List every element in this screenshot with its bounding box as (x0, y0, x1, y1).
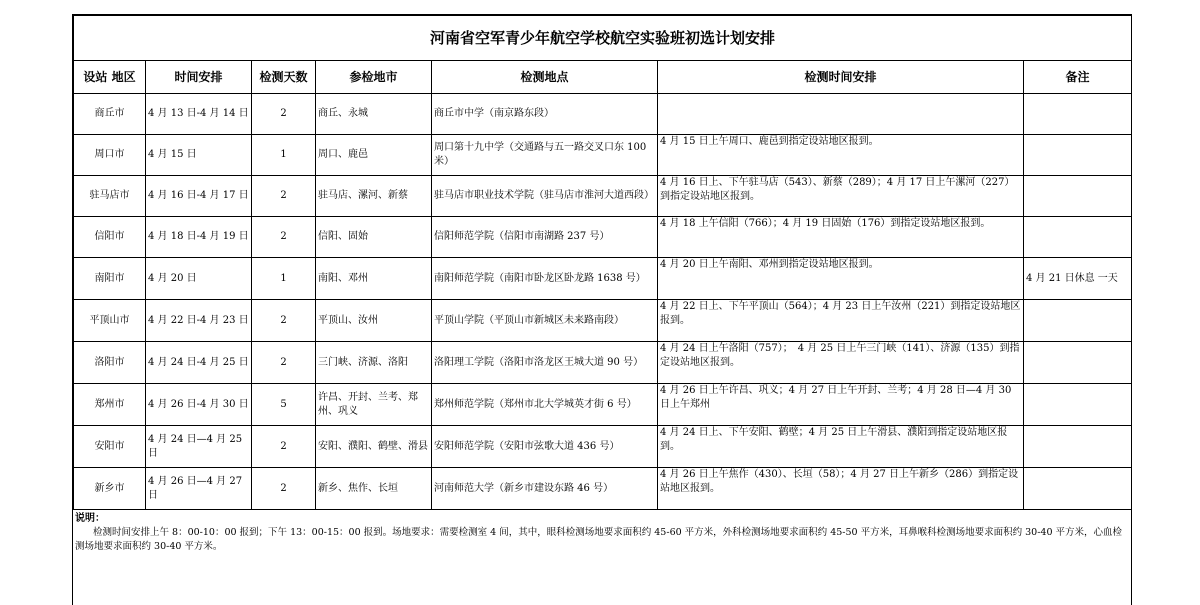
table-row (74, 176, 1132, 217)
cell-schedule: 4 月 24 日上午洛阳（757）； 4 月 25 日上午三门峡（141）、济源（135）到指定设站地区报到。 (658, 342, 1024, 384)
cell-location: 南阳师范学院（南阳市卧龙区卧龙路 1638 号） (432, 258, 658, 300)
cell-days: 1 (252, 258, 316, 300)
cell-note (1024, 342, 1132, 384)
cell-schedule: 4 月 22 日上、下午平顶山（564）；4 月 23 日上午汝州（221）到指定设站地区报到。 (658, 300, 1024, 342)
schedule-sheet (72, 14, 1132, 605)
table-row (74, 217, 1132, 258)
notes-section (73, 510, 1131, 556)
cell-dates: 4 月 16 日-4 月 17 日 (146, 176, 252, 217)
cell-cities: 许昌、开封、兰考、郑州、巩义 (316, 384, 432, 426)
cell-location: 周口第十九中学（交通路与五一路交叉口东 100 米） (432, 135, 658, 176)
notes-label: 说明： (75, 513, 105, 524)
cell-cities: 三门峡、济源、洛阳 (316, 342, 432, 384)
cell-days: 5 (252, 384, 316, 426)
cell-region: 郑州市 (74, 384, 146, 426)
cell-region: 信阳市 (74, 217, 146, 258)
cell-cities: 南阳、邓州 (316, 258, 432, 300)
cell-days: 2 (252, 176, 316, 217)
cell-region: 安阳市 (74, 426, 146, 468)
cell-days: 2 (252, 342, 316, 384)
cell-note (1024, 384, 1132, 426)
cell-dates: 4 月 13 日-4 月 14 日 (146, 94, 252, 135)
header-schedule: 检测时间安排 (658, 61, 1024, 94)
table-row (74, 135, 1132, 176)
cell-days: 2 (252, 300, 316, 342)
header-dates: 时间安排 (146, 61, 252, 94)
table-row (74, 468, 1132, 510)
header-row (74, 61, 1132, 94)
header-location: 检测地点 (432, 61, 658, 94)
cell-location: 安阳师范学院（安阳市弦歌大道 436 号） (432, 426, 658, 468)
cell-days: 2 (252, 217, 316, 258)
schedule-table (73, 15, 1132, 510)
cell-note (1024, 176, 1132, 217)
cell-region: 驻马店市 (74, 176, 146, 217)
cell-dates: 4 月 15 日 (146, 135, 252, 176)
cell-dates: 4 月 24 日-4 月 25 日 (146, 342, 252, 384)
cell-region: 洛阳市 (74, 342, 146, 384)
cell-days: 2 (252, 468, 316, 510)
cell-location: 河南师范大学（新乡市建设东路 46 号） (432, 468, 658, 510)
cell-note (1024, 426, 1132, 468)
cell-days: 2 (252, 426, 316, 468)
table-row (74, 342, 1132, 384)
cell-schedule: 4 月 16 日上、下午驻马店（543）、新蔡（289）；4 月 17 日上午漯河（227）到指定设站地区报到。 (658, 176, 1024, 217)
cell-location: 驻马店市职业技术学院（驻马店市淮河大道西段） (432, 176, 658, 217)
header-region: 设站 地区 (74, 61, 146, 94)
cell-location: 平顶山学院（平顶山市新城区未来路南段） (432, 300, 658, 342)
cell-days: 2 (252, 94, 316, 135)
cell-days: 1 (252, 135, 316, 176)
page-title: 河南省空军青少年航空学校航空实验班初选计划安排 (74, 16, 1132, 61)
cell-location: 商丘市中学（南京路东段） (432, 94, 658, 135)
cell-region: 平顶山市 (74, 300, 146, 342)
cell-schedule: 4 月 15 日上午周口、鹿邑到指定设站地区报到。 (658, 135, 1024, 176)
cell-schedule: 4 月 26 日上午焦作（430）、长垣（58）；4 月 27 日上午新乡（286）到指定设站地区报到。 (658, 468, 1024, 510)
cell-dates: 4 月 22 日-4 月 23 日 (146, 300, 252, 342)
cell-schedule: 4 月 26 日上午许昌、巩义；4 月 27 日上午开封、兰考；4 月 28 日—4 月 30 日上午郑州 (658, 384, 1024, 426)
cell-note (1024, 94, 1132, 135)
cell-note: 4 月 21 日休息 一天 (1024, 258, 1132, 300)
table-row (74, 426, 1132, 468)
header-cities: 参检地市 (316, 61, 432, 94)
cell-region: 新乡市 (74, 468, 146, 510)
table-row (74, 94, 1132, 135)
notes-text: 检测时间安排上午 8：00-10：00 报到；下午 13：00-15：00 报到。场地要求：需要检测室 4 间，其中，眼科检测场地要求面积约 45-60 平方米，外科检测场地要求面积约 45-50 平方米，耳鼻喉科检测场地要求面积约 30-40 平方米，心血检测场地要求面积约 30-40 平方米。 (75, 527, 1123, 552)
cell-dates: 4 月 26 日—4 月 27 日 (146, 468, 252, 510)
cell-schedule: 4 月 20 日上午南阳、邓州到指定设站地区报到。 (658, 258, 1024, 300)
cell-schedule: 4 月 24 日上、下午安阳、鹤壁；4 月 25 日上午滑县、濮阳到指定设站地区报到。 (658, 426, 1024, 468)
cell-note (1024, 217, 1132, 258)
table-row (74, 384, 1132, 426)
cell-location: 洛阳理工学院（洛阳市洛龙区王城大道 90 号） (432, 342, 658, 384)
cell-cities: 驻马店、漯河、新蔡 (316, 176, 432, 217)
table-row (74, 258, 1132, 300)
cell-dates: 4 月 24 日—4 月 25 日 (146, 426, 252, 468)
cell-note (1024, 135, 1132, 176)
cell-note (1024, 468, 1132, 510)
cell-region: 南阳市 (74, 258, 146, 300)
cell-note (1024, 300, 1132, 342)
cell-dates: 4 月 18 日-4 月 19 日 (146, 217, 252, 258)
cell-cities: 商丘、永城 (316, 94, 432, 135)
cell-schedule: 4 月 18 上午信阳（766）；4 月 19 日固始（176）到指定设站地区报到。 (658, 217, 1024, 258)
title-row (74, 16, 1132, 61)
cell-dates: 4 月 26 日-4 月 30 日 (146, 384, 252, 426)
cell-schedule (658, 94, 1024, 135)
cell-cities: 安阳、濮阳、鹤壁、滑县 (316, 426, 432, 468)
cell-cities: 新乡、焦作、长垣 (316, 468, 432, 510)
cell-location: 信阳师范学院（信阳市南湖路 237 号） (432, 217, 658, 258)
cell-region: 商丘市 (74, 94, 146, 135)
cell-cities: 周口、鹿邑 (316, 135, 432, 176)
cell-region: 周口市 (74, 135, 146, 176)
cell-location: 郑州师范学院（郑州市北大学城英才街 6 号） (432, 384, 658, 426)
cell-cities: 平顶山、汝州 (316, 300, 432, 342)
cell-cities: 信阳、固始 (316, 217, 432, 258)
header-note: 备注 (1024, 61, 1132, 94)
cell-dates: 4 月 20 日 (146, 258, 252, 300)
header-days: 检测天数 (252, 61, 316, 94)
table-row (74, 300, 1132, 342)
